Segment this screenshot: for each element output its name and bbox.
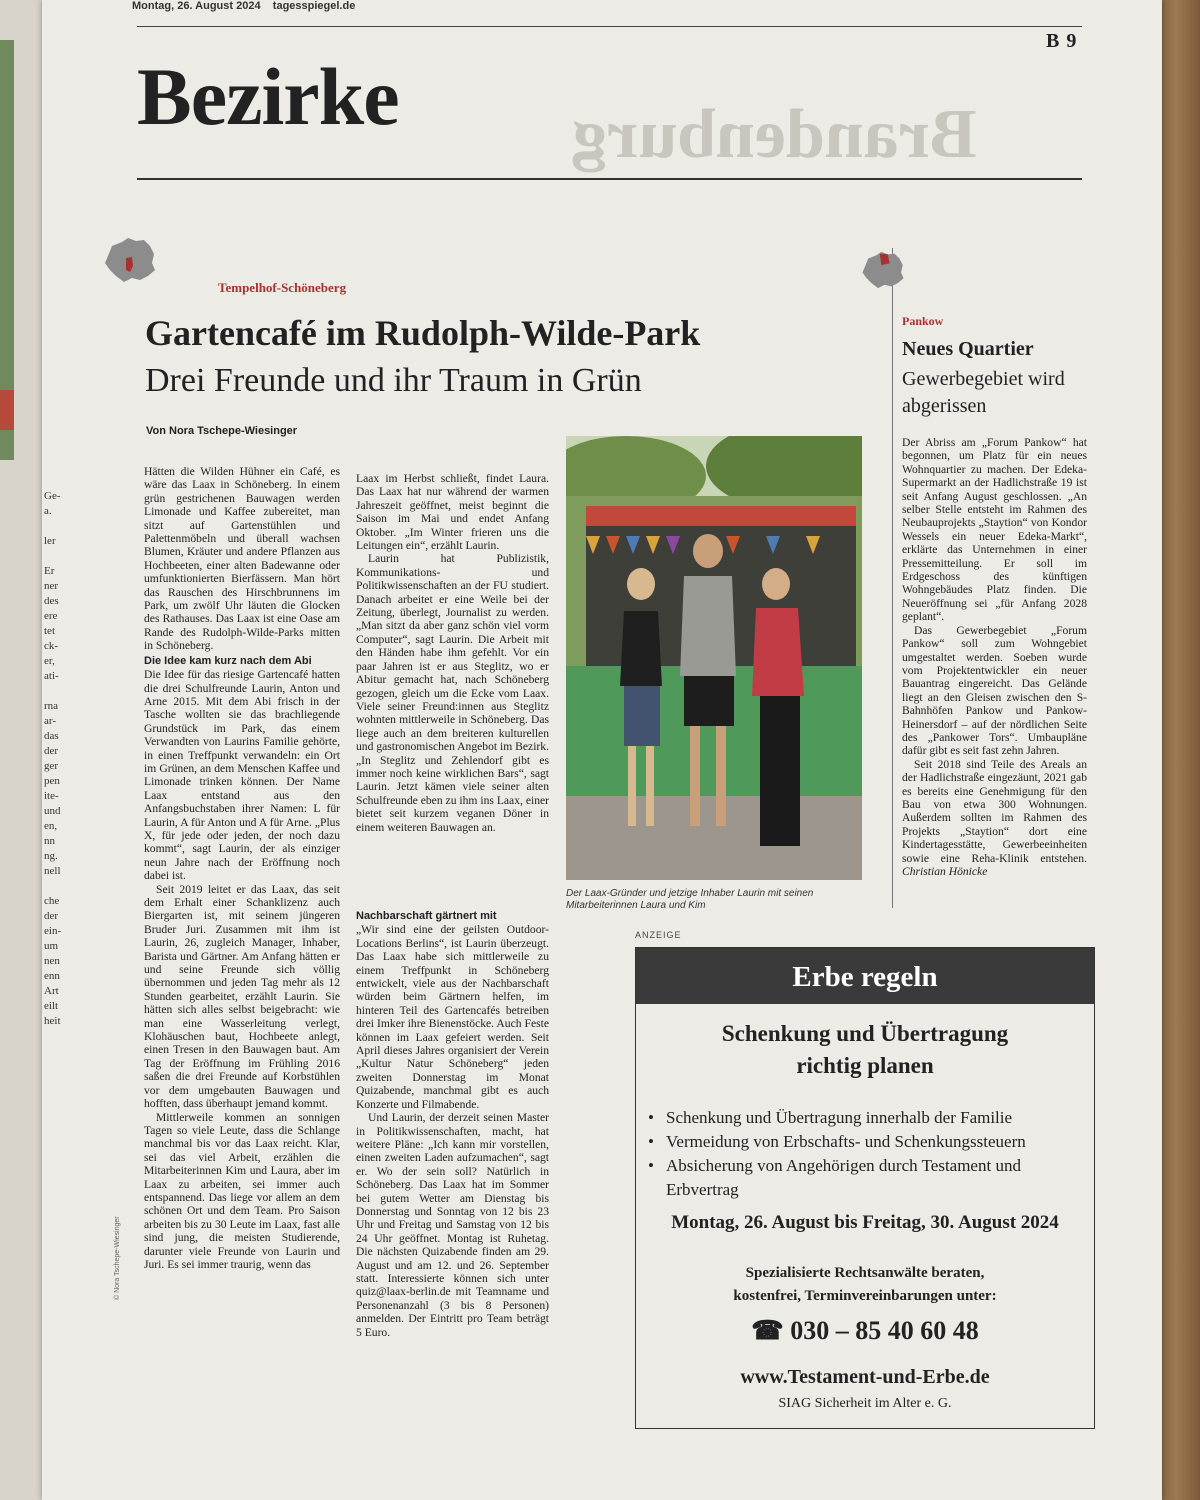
bleed-line: enn bbox=[44, 970, 60, 982]
ad-website: www.Testament-und-Erbe.de bbox=[740, 1366, 990, 1388]
paragraph-text: Seit 2018 sind Teile des Areals an der Hadlichstraße eingezäunt, 2021 gab es bereits eine Genehmigung für den Bau von etwa 300 Wohnungen. Außerdem sollten im Rahmen des Projekts „Staytion“ dort eine Kindertagesstätte, Gewerbeeinheiten sowie eine Reha-Klinik entstehen. bbox=[902, 757, 1087, 865]
bleed-line: ein- bbox=[44, 925, 62, 937]
sidebar-text bbox=[902, 436, 1087, 878]
advertisement bbox=[635, 947, 1095, 1429]
subheading: Nachbarschaft gärtnert mit bbox=[356, 910, 497, 922]
bleed-line: eilt bbox=[44, 1000, 59, 1012]
show-through-text: Brandenburg bbox=[572, 96, 977, 173]
bullet-dot-icon: • bbox=[648, 1156, 654, 1175]
ad-organization: SIAG Sicherheit im Alter e. G. bbox=[778, 1396, 952, 1411]
bleed-line: nell bbox=[44, 865, 61, 877]
paragraph: Laurin hat Publizistik, Kommunikations- und Politikwissenschaften an der FU studiert. Danach arbeitet er eine Weile bei der Zeitung, überlegt, Journalist zu werden. „Man sitzt da aber ganz schön viel vorm Computer“, sagt Laurin. Die Arbeit mit den Händen habe ihm gefehlt. Vor ein paar Jahren ist er aus Steglitz, wo er Abitur gemacht hat, nach Schöneberg gezogen, gleich um die Ecke vom Laax. Viele seiner Freund:innen aus Steglitz wohnten mittlerweile in Schöneberg. Das liege auch an dem breiteren kulturellen und gastronomischen Angebot im Bezirk. „In Steglitz und Zehlendorf gibt es immer noch keine wirklichen Bars“, sagt Laurin. Jetzt kämen viele seiner alten Schulfreunde eben zu ihm ins Laax, einer bietet seit kurzem veganen Döner in einem weiteren Bauwagen an. bbox=[356, 552, 549, 834]
paragraph: Mittlerweile kommen an sonnigen Tagen so viele Leute, dass die Schlange manchmal bis vor das Laax reicht. Klar, sei das viel Arbeit, erzählen die Mitarbeiterinnen Kim und Laura, aber im Laax zu arbeiten, sei immer auch entspannend. Das liege vor allem an dem schönen Ort und dem Team. Pro Saison arbeiten bis zu 30 Leute im Laax, fast alle sind jung, die meisten Studierende, darunter viele Freunde von Laurin und Juri. Es sei immer traurig, wenn das bbox=[144, 1110, 340, 1271]
bleed-line: ger bbox=[44, 760, 59, 772]
issue-date: Montag, 26. August 2024 bbox=[132, 0, 261, 12]
sidebar-title: Neues Quartier bbox=[902, 338, 1034, 360]
bleed-line: ite- bbox=[44, 790, 59, 802]
newspaper-page bbox=[42, 0, 1162, 1500]
page-number: B 9 bbox=[1046, 30, 1078, 52]
bleed-line: ner bbox=[44, 580, 59, 592]
district-label: Tempelhof-Schöneberg bbox=[218, 280, 347, 295]
bleed-line: pen bbox=[44, 775, 60, 787]
berlin-map-icon bbox=[102, 236, 158, 284]
ad-info: Spezialisierte Rechtsanwälte beraten, kostenfrei, Terminvereinbarungen unter: bbox=[733, 1265, 997, 1304]
bleed-line: heit bbox=[44, 1015, 61, 1027]
bleed-line: Ge- bbox=[44, 490, 61, 502]
top-rule bbox=[137, 26, 1082, 27]
bleed-line: und bbox=[44, 805, 61, 817]
byline: Von Nora Tschepe-Wiesinger bbox=[146, 425, 298, 437]
bleed-line: che bbox=[44, 895, 60, 907]
ad-label: ANZEIGE bbox=[635, 930, 682, 940]
paragraph: Hätten die Wilden Hühner ein Café, es wäre das Laax in Schöneberg. In einem grün gestrichenen Bauwagen werden Limonade und Kaffee zubereitet, man sitzt auf Gartenstühlen und Palettenmöbeln und überall wachsen Blumen, Kräuter und andere Pflanzen aus Hochbeeten, einer alten Badewanne oder umfunktionierten Bierfässern. Man hört das Rauschen des Hirschbrunnens im Park, um zwölf Uhr läuten die Glocken des Rathauses. Das Laax ist eine Oase am Rande des Rudolph-Wilde-Parks mitten in Schöneberg. bbox=[144, 465, 340, 653]
bleed-line: Art bbox=[44, 985, 59, 997]
bullet-dot-icon: • bbox=[648, 1132, 654, 1151]
bleed-line: nn bbox=[44, 835, 55, 847]
bleed-line: ng. bbox=[44, 850, 58, 862]
article-column-1 bbox=[144, 465, 340, 1271]
ad-subheading-line: richtig planen bbox=[796, 1053, 934, 1078]
site-name: tagesspiegel.de bbox=[272, 0, 356, 12]
ad-phone bbox=[636, 1316, 1094, 1346]
bullet-dot-icon: • bbox=[648, 1108, 654, 1127]
bleed-line: um bbox=[44, 940, 59, 952]
bleed-line: Er bbox=[44, 565, 55, 577]
ad-subheading-line: Schenkung und Übertragung bbox=[721, 1021, 1009, 1046]
bleed-line: ere bbox=[44, 610, 58, 622]
bleed-line: der bbox=[44, 910, 59, 922]
column-divider bbox=[892, 248, 893, 908]
paragraph: „Wir sind eine der geilsten Outdoor-Locations Berlins“, ist Laurin überzeugt. Das Laax habe sich mittlerweile zu einem Treffpunkt in Schöneberg entwickelt, viele aus der Nachbarschaft würden beim Gärtnern helfen, im hinteren Teil des Gartencafés betreiben drei Imker ihre Bienenstöcke. Auch Feste können im Laax gefeiert werden. Seit April dieses Jahres organisiert der Verein „Kultur Natur Schöneberg“ jeden zweiten Donnerstag im Monat Quizabende, manchmal gibt es auch Konzerte und Filmabende. bbox=[356, 923, 549, 1111]
paragraph: Und Laurin, der derzeit seinen Master in Politikwissenschaften, macht, hat weitere Pläne: „Ich kann mir vorstellen, einen zweiten Laden aufzumachen“, sagt er. Wo der sein soll? Natürlich in Schöneberg. Das Laax hat im Sommer bei gutem Wetter am Dienstag bis Donnerstag und Sonntag von 12 bis 23 Uhr und Freitag und Samstag von 12 bis 24 Uhr geöffnet. Montag ist Ruhetag. Die nächsten Quizabende finden am 29. August und am 12. und 26. September statt. Interessierte können sich unter quiz@laax-berlin.de mit Teamname und Personenanzahl (3 bis 8 Personen) anmelden. Der Eintritt pro Team beträgt 5 Euro. bbox=[356, 1111, 549, 1339]
paragraph: Die Idee für das riesige Gartencafé hatten die drei Schulfreunde Laurin, Anton und Arne 2015. Mit dem Abi frisch in der Tasche wollten sie das brachliegende Grundstück im Park, das einem Verwandten von Laurins Familie gehörte, in einen Treffpunkt verwandeln: ein Ort im Grünen, an dem Menschen Kaffee und Limonade trinken können. Der Name Laax entstand aus den Anfangsbuchstaben ihrer Namen: L für Laurin, A für Anton und A für Arne. „Plus X, für jede oder jeden, der noch dazu kommt“, sagt Laurin, der als einziger neun Jahre nach der Eröffnung noch dabei ist. bbox=[144, 668, 340, 883]
bleed-line: der bbox=[44, 745, 59, 757]
bleed-line: ck- bbox=[44, 640, 59, 652]
ad-dates: Montag, 26. August bis Freitag, 30. August 2024 bbox=[671, 1212, 1059, 1233]
bleed-line: rna bbox=[44, 700, 59, 712]
bleed-line: er, bbox=[44, 655, 55, 667]
phone-icon: ☎ bbox=[751, 1316, 784, 1345]
photo-credit: © Nora Tschepe-Wiesinger bbox=[114, 1216, 121, 1300]
subheadline: Drei Freunde und ihr Traum in Grün bbox=[145, 362, 642, 399]
sidebar-district: Pankow bbox=[902, 314, 944, 328]
sidebar-subtitle: Gewerbegebiet wird abgerissen bbox=[902, 368, 1065, 417]
ad-bullet: • Schenkung und Übertragung innerhalb der Familie bbox=[648, 1106, 1088, 1130]
subheading: Die Idee kam kurz nach dem Abi bbox=[144, 654, 312, 667]
bleed-line: ati- bbox=[44, 670, 59, 682]
paragraph: Laax im Herbst schließt, findet Laura. Das Laax hat nur während der warmen Jahreszeit geöffnet, meist beginnt die Saison im Mai und endet Anfang Oktober. „Im Winter frieren uns die Leitungen ein“, erzählt Laurin. bbox=[356, 472, 549, 553]
ad-bullet: • Absicherung von Angehörigen durch Testament und Erbvertrag bbox=[648, 1154, 1088, 1202]
masthead-date bbox=[132, 0, 355, 12]
bleed-line: nen bbox=[44, 955, 60, 967]
article-photo bbox=[566, 436, 862, 880]
bleed-line: a. bbox=[44, 505, 52, 517]
background-red-mark bbox=[0, 390, 14, 430]
section-title: Bezirke bbox=[137, 51, 399, 142]
bleed-line: en, bbox=[44, 820, 58, 832]
bleed-line: das bbox=[44, 730, 59, 742]
sidebar-author: Christian Hönicke bbox=[902, 865, 988, 878]
bleed-line: tet bbox=[44, 625, 55, 637]
bleed-line: ar- bbox=[44, 715, 56, 727]
photo-caption: Der Laax-Gründer und jetzige Inhaber Laurin mit seinen Mitarbeiterinnen Laura und Kim bbox=[566, 888, 814, 911]
ad-bullet: • Vermeidung von Erbschafts- und Schenkungssteuern bbox=[648, 1130, 1088, 1154]
bleed-line: ler bbox=[44, 535, 56, 547]
photo-illustration bbox=[566, 436, 862, 880]
ad-header: Erbe regeln bbox=[636, 948, 1094, 1004]
ad-bullet-list bbox=[648, 1106, 1088, 1202]
article-column-2-continued bbox=[356, 908, 549, 1339]
ad-subheading bbox=[636, 1018, 1094, 1082]
paragraph: Seit 2019 leitet er das Laax, das seit dem Erhalt einer Schanklizenz auch Biergarten ist, mit seinem jüngeren Bruder Juri. Zusammen mit ihm ist Laurin, 26, zugleich Manager, Inhaber, Barista und Gärtner. Am Anfang hätten er und seine Freunde sich völlig übernommen und jeden Tag mehr als 12 Stunden gearbeitet, erzählt Laurin. Sie hätten sich alles selbst beigebracht: wie man eine Wasserleitung verlegt, Klohäuschen baut, Hochbeete anlegt, einen Tresen in den Bauwagen baut. Am Tag der Eröffnung im Frühling 2016 saßen die drei Freunde auf Korbstühlen vor dem umgebauten Bauwagen und hofften, dass überhaupt jemand kommt. bbox=[144, 882, 340, 1111]
phone-number: 030 – 85 40 60 48 bbox=[790, 1316, 979, 1345]
article-column-2 bbox=[356, 472, 549, 834]
headline: Gartencafé im Rudolph-Wilde-Park bbox=[145, 313, 701, 353]
paragraph: Der Abriss am „Forum Pankow“ hat begonnen, um Platz für ein neues Wohnquartier zu machen. Der Edeka-Supermarkt an der Hadlichstraße 19 ist seit Anfang August geschlossen. „An selber Stelle entsteht im Rahmen des Neubauprojekts „Staytion“ von Kondor Wessels ein neuer Edeka-Markt“, erklärte das Unternehmen in einer Pressemitteilung. Er soll im Erdgeschoss des künftigen Wohngebäudes Platz finden. Die Neueröffnung sei „für Anfang 2028 geplant“. bbox=[902, 436, 1087, 624]
berlin-map-icon-pankow bbox=[860, 250, 906, 290]
bleed-line: des bbox=[44, 595, 59, 607]
paragraph bbox=[902, 758, 1087, 879]
paragraph: Das Gewerbegebiet „Forum Pankow“ soll zum Wohngebiet umgestaltet werden. Soeben wurde vom Projektentwickler ein neuer Bauantrag eingereicht. Das Gelände liegt an den Gleisen zwischen den S-Bahnhöfen Pankow und Pankow-Heinersdorf – auf der nördlichen Seite des „Pankower Tors“. Umbaupläne dafür gibt es seit fast zehn Jahren. bbox=[902, 623, 1087, 758]
section-rule bbox=[137, 178, 1082, 180]
previous-page-bleed bbox=[42, 0, 82, 1500]
